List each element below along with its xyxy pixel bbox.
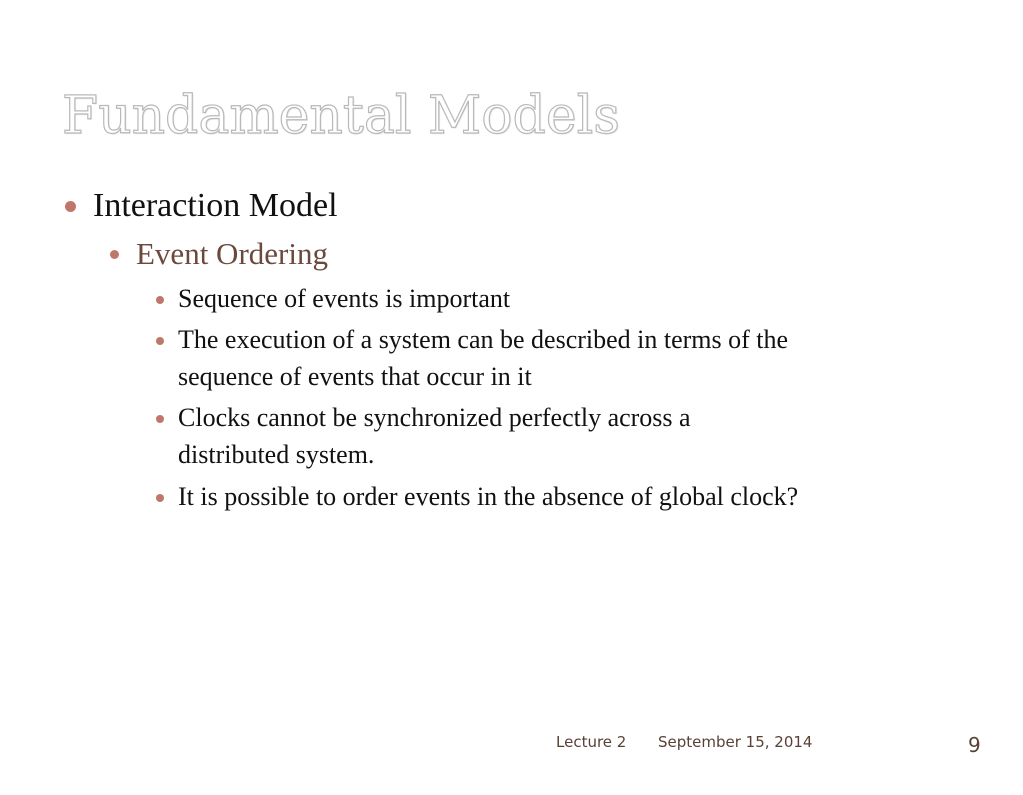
slide-title: Fundamental Models (62, 86, 620, 146)
bullet-execution-line1: The execution of a system can be described in terms of the (178, 325, 789, 354)
bullet-clocks-line2: distributed system. (178, 440, 375, 469)
footer-lecture: Lecture 2 (556, 733, 627, 751)
bullet-interaction-model: Interaction Model (93, 187, 338, 224)
page-number: 9 (968, 733, 981, 757)
bullet-dot-level2 (110, 250, 119, 259)
bullet-sequence-important: Sequence of events is important (178, 284, 511, 313)
bullet-dot-level3 (156, 296, 164, 304)
bullet-order-events: It is possible to order events in the absence of global clock? (178, 482, 799, 511)
bullet-clocks-line1: Clocks cannot be synchronized perfectly across a (178, 403, 691, 432)
bullet-event-ordering: Event Ordering (136, 236, 328, 271)
bullet-execution-line2: sequence of events that occur in it (178, 362, 532, 391)
bullet-dot-level1 (65, 201, 76, 212)
bullet-dot-level3 (156, 415, 164, 423)
bullet-dot-level3 (156, 494, 164, 502)
footer-date: September 15, 2014 (658, 733, 813, 751)
bullet-dot-level3 (156, 337, 164, 345)
